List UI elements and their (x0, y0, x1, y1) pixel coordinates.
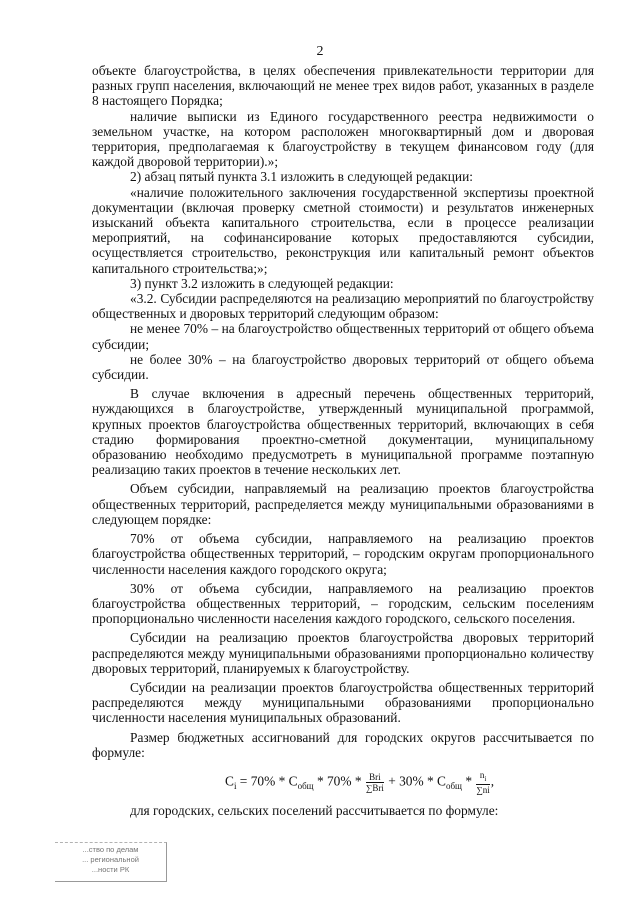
paragraph: «наличие положительного заключения государственной экспертизы проектной документации (включая проверку сметной стоимости) и результатов инженерных изысканий объекта капитального строительства, если в процессе реализации мероприятий, на софинансирование которых предоставляются субсидии, осуществляется строительство, реконструкция или капитальный ремонт объектов капитального строительства;»; (92, 184, 594, 276)
paragraph: Объем субсидии, направляемый на реализацию проектов благоустройства общественных территорий, распределяется между муниципальными образованиями в следующем порядке: (92, 481, 594, 527)
formula (92, 770, 594, 795)
paragraph: не менее 70% – на благоустройство общественных территорий от общего объема субсидии; (92, 321, 594, 352)
formula-fraction (476, 770, 489, 795)
paragraph: для городских, сельских поселений рассчитывается по формуле: (130, 803, 499, 819)
formula-sub: общ (445, 781, 462, 792)
formula-part: = 70% * C (236, 773, 298, 789)
paragraph: Субсидии на реализацию проектов благоустройства дворовых территорий распределяются между муниципальными образованиями пропорционально количеству дворовых территорий, планируемых к благоустройству. (92, 630, 594, 676)
paragraph: «3.2. Субсидии распределяются на реализацию мероприятий по благоустройству общественных и дворовых территорий следующим образом: (92, 291, 594, 322)
fraction-denominator: ∑ni (476, 784, 490, 795)
formula-part: * (461, 773, 476, 789)
formula-part: * 70% * (313, 773, 365, 789)
stamp-line: ...ности РК (91, 865, 130, 874)
paragraph: 70% от объема субсидии, направляемого на реализацию проектов благоустройства общественных территорий, – городским округам пропорционального численности населения каждого городского округа; (92, 531, 594, 577)
stamp-line: ... региональной (82, 855, 139, 864)
formula-sub: общ (297, 781, 314, 792)
fraction-denominator: ∑Bri (365, 782, 384, 793)
fraction-numerator: $n_i$ (476, 770, 489, 785)
formula-part: + 30% * C (384, 773, 446, 789)
paragraph: наличие выписки из Единого государственного реестра недвижимости о земельном участке, на котором расположен многоквартирный дом и дворовая территория, предполагаемая к благоустройству в текущем финансовом году (для каждой дворовой территории).»; (92, 108, 594, 170)
paragraph: Субсидии на реализации проектов благоустройства общественных территорий распределяются между муниципальными образованиями пропорционально численности населения муниципальных образований. (92, 679, 594, 726)
formula-lhs: C (225, 773, 234, 789)
formula-fraction (366, 772, 384, 793)
paragraph: В случае включения в адресный перечень общественных территорий, нуждающихся в благоустройстве, утвержденный муниципальной программой, крупных проектов благоустройства общественных территорий, включающих в себя стадию формирования проектно-сметной документации, муниципальному образованию необходимо предусмотреть в муниципальной программе поэтапную реализацию таких проектов в течение нескольких лет. (92, 386, 594, 478)
paragraph: 3) пункт 3.2 изложить в следующей редакции: (130, 275, 394, 291)
paragraph: 2) абзац пятый пункта 3.1 изложить в следующей редакции: (130, 169, 473, 185)
paragraph: Размер бюджетных ассигнований для городских округов рассчитывается по формуле: (92, 729, 594, 760)
paragraph: не более 30% – на благоустройство дворовых территорий от общего объема субсидии. (92, 351, 594, 383)
fraction-numerator: Bri (366, 772, 384, 783)
document-body (92, 63, 594, 818)
stamp-line: ...ство по делам (82, 845, 139, 854)
formula-lhs-sub: i (233, 781, 237, 792)
formula-tail: , (490, 773, 495, 789)
paragraph: 30% от объема субсидии, направляемого на реализацию проектов благоустройства общественных территорий, – городским, сельским поселениям пропорционально численности населения каждого городского, сельского поселения. (92, 580, 594, 627)
page-number: 2 (316, 44, 324, 59)
registration-stamp (55, 842, 167, 882)
paragraph: объекте благоустройства, в целях обеспечения привлекательности территории для разных групп населения, включающий не менее трех видов работ, указанных в разделе 8 настоящего Порядка; (92, 63, 594, 109)
